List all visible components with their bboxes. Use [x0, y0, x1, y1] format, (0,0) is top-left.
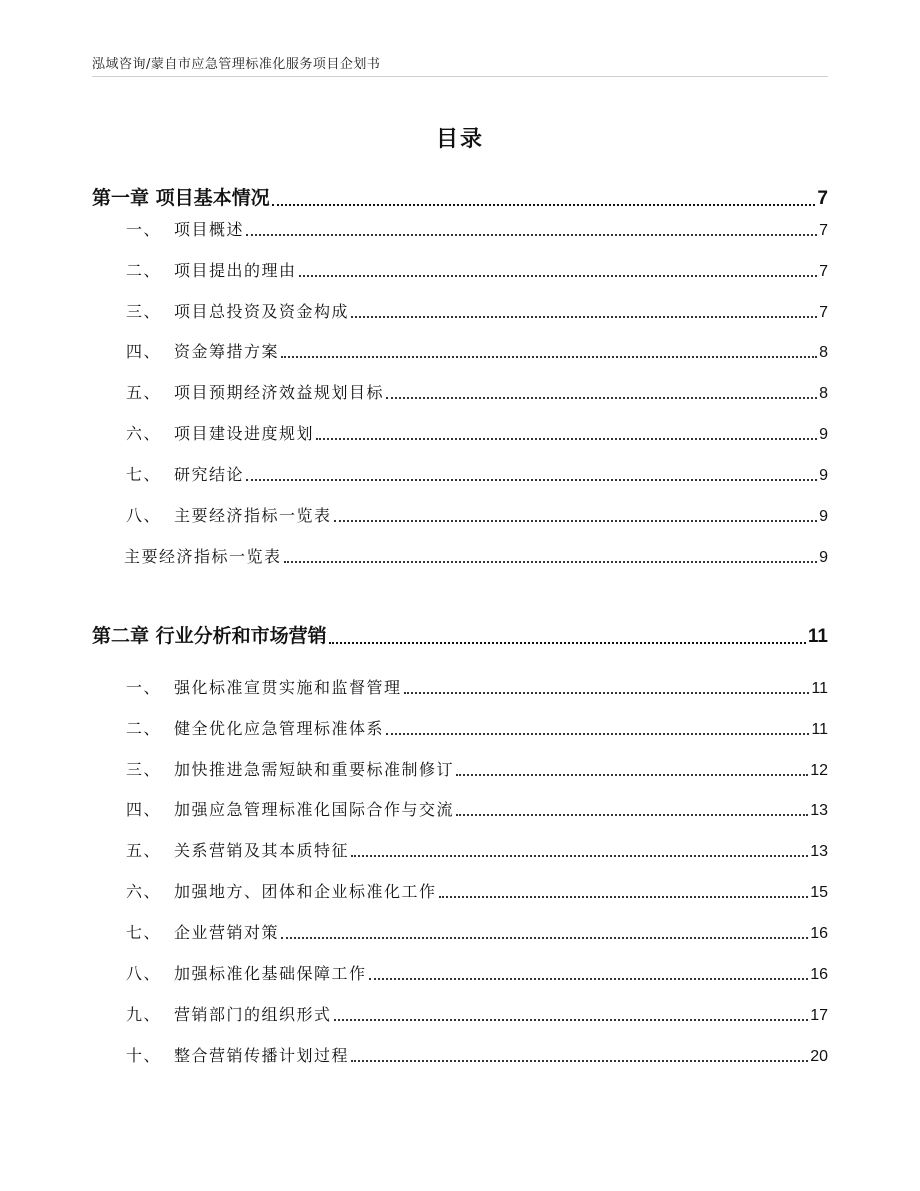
- toc-title: 目录: [435, 127, 484, 152]
- dot-leader: [386, 733, 809, 735]
- toc-section-entry[interactable]: [92, 379, 828, 403]
- toc-section-entry[interactable]: [92, 796, 828, 820]
- toc-entry-label: [92, 621, 327, 648]
- toc-section-entry[interactable]: [92, 715, 828, 739]
- toc-entry-text: 项目总投资及资金构成: [174, 302, 350, 321]
- toc-section-entry[interactable]: [92, 338, 828, 362]
- dot-leader: [246, 234, 817, 236]
- toc-entry-number: 八、: [126, 964, 162, 983]
- toc-page-number: 9: [819, 426, 828, 443]
- toc-section-entry[interactable]: [92, 960, 828, 984]
- toc-entry-text: 项目预期经济效益规划目标: [174, 383, 385, 402]
- dot-leader: [272, 204, 816, 206]
- toc-entry-number: 六、: [126, 424, 162, 443]
- dot-leader: [351, 855, 808, 857]
- toc-entry-label: [126, 675, 402, 698]
- toc-entry-text: 营销部门的组织形式: [174, 1005, 332, 1024]
- toc-entry-number: 五、: [126, 841, 162, 860]
- dot-leader: [351, 1060, 808, 1062]
- toc-entry-number: 二、: [126, 261, 162, 280]
- toc-section-entry[interactable]: [92, 756, 828, 780]
- dot-leader: [281, 937, 808, 939]
- toc-entry-label: [126, 797, 454, 820]
- toc-entry-number: 六、: [126, 882, 162, 901]
- dot-leader: [439, 896, 809, 898]
- toc-page-number: 9: [819, 549, 828, 566]
- toc-page-number: 8: [819, 385, 828, 402]
- toc-page-number: 20: [810, 1048, 828, 1065]
- toc-entry-label: [126, 503, 332, 526]
- toc-entry-number: 七、: [126, 465, 162, 484]
- toc-entry-text: 健全优化应急管理标准体系: [174, 719, 385, 738]
- toc-entry-number: 九、: [126, 1005, 162, 1024]
- toc-section-entry[interactable]: [92, 420, 828, 444]
- toc-section-entry[interactable]: [92, 1001, 828, 1025]
- toc-entry-number: 七、: [126, 923, 162, 942]
- toc-entry-label: [126, 258, 297, 281]
- toc-entry-label: [126, 757, 454, 780]
- dot-leader: [299, 275, 818, 277]
- toc-chapter-entry[interactable]: [92, 182, 828, 210]
- toc-entry-number: 四、: [126, 800, 162, 819]
- toc-page-number: 9: [819, 508, 828, 525]
- dot-leader: [316, 438, 817, 440]
- toc-entry-number: 三、: [126, 760, 162, 779]
- toc-entry-text: 加强标准化基础保障工作: [174, 964, 367, 983]
- toc-entry-text: 整合营销传播计划过程: [174, 1046, 350, 1065]
- toc-page-number: 11: [811, 721, 828, 738]
- toc-section-entry[interactable]: [92, 837, 828, 861]
- toc-page-number: 13: [810, 843, 828, 860]
- toc-entry-label: [126, 879, 437, 902]
- toc-page-number: 13: [810, 802, 828, 819]
- toc-entry-label: [126, 716, 384, 739]
- dot-leader: [284, 561, 818, 563]
- toc-entry-number: 三、: [126, 302, 162, 321]
- toc-entry-label: [126, 838, 349, 861]
- toc-entry-text: 企业营销对策: [174, 923, 280, 942]
- toc-page-number: 7: [819, 222, 828, 239]
- toc-page-number: 16: [810, 925, 828, 942]
- dot-leader: [369, 978, 809, 980]
- toc-section-entry[interactable]: [92, 919, 828, 943]
- dot-leader: [329, 642, 806, 644]
- toc-section-entry[interactable]: [92, 1042, 828, 1066]
- toc-entry-number: 十、: [126, 1046, 162, 1065]
- dot-leader: [351, 316, 817, 318]
- toc-entry-label: [126, 299, 349, 322]
- toc-entry-text: 研究结论: [174, 465, 245, 484]
- toc-entry-label: [126, 961, 367, 984]
- toc-section-entry[interactable]: [92, 543, 828, 567]
- toc-entry-text: 第一章 项目基本情况: [92, 187, 270, 209]
- toc-entry-label: [126, 1043, 349, 1066]
- dot-leader: [334, 1019, 809, 1021]
- toc-entry-label: [126, 462, 244, 485]
- toc-entry-text: 主要经济指标一览表: [124, 547, 282, 566]
- toc-page-number: 7: [819, 263, 828, 280]
- toc-entry-text: 项目建设进度规划: [174, 424, 315, 443]
- toc-entry-number: 二、: [126, 719, 162, 738]
- toc-entry-text: 项目概述: [174, 220, 245, 239]
- toc-entry-text: 加强地方、团体和企业标准化工作: [174, 882, 437, 901]
- toc-entry-text: 项目提出的理由: [174, 261, 297, 280]
- toc-entry-number: 一、: [126, 678, 162, 697]
- dot-leader: [246, 479, 817, 481]
- toc-entry-label: [126, 339, 279, 362]
- toc-page-number: 7: [819, 304, 828, 321]
- toc-section-entry[interactable]: [92, 257, 828, 281]
- toc-entry-label: [126, 920, 279, 943]
- running-header: 泓域咨询/蒙自市应急管理标准化服务项目企划书: [92, 57, 381, 72]
- dot-leader: [281, 356, 817, 358]
- toc-section-entry[interactable]: [92, 216, 828, 240]
- dot-leader: [404, 692, 810, 694]
- toc-entry-label: [126, 380, 384, 403]
- toc-entry-text: 资金筹措方案: [174, 342, 280, 361]
- toc-entry-text: 加快推进急需短缺和重要标准制修订: [174, 760, 455, 779]
- toc-chapter-entry[interactable]: [92, 620, 828, 648]
- dot-leader: [386, 397, 817, 399]
- toc-page-number: 11: [807, 626, 828, 647]
- toc-page-number: 17: [810, 1007, 828, 1024]
- toc-page-number: 11: [811, 680, 828, 697]
- toc-section-entry[interactable]: [92, 461, 828, 485]
- toc-entry-number: 四、: [126, 342, 162, 361]
- toc-entry-text: 强化标准宣贯实施和监督管理: [174, 678, 402, 697]
- toc-entry-label: [124, 544, 282, 567]
- toc-section-entry[interactable]: [92, 878, 828, 902]
- toc-page-number: 8: [819, 344, 828, 361]
- toc-entry-text: 加强应急管理标准化国际合作与交流: [174, 800, 455, 819]
- toc-entry-number: 一、: [126, 220, 162, 239]
- toc-page-number: 15: [810, 884, 828, 901]
- toc-page-number: 12: [810, 762, 828, 779]
- toc-page-number: 9: [819, 467, 828, 484]
- dot-leader: [456, 774, 808, 776]
- dot-leader: [334, 520, 818, 522]
- toc-entry-text: 关系营销及其本质特征: [174, 841, 350, 860]
- toc-entry-label: [126, 421, 314, 444]
- toc-entry-label: [126, 1002, 332, 1025]
- toc-page-number: 7: [817, 188, 828, 209]
- toc-entry-text: 主要经济指标一览表: [174, 506, 332, 525]
- toc-entry-number: 五、: [126, 383, 162, 402]
- toc-section-entry[interactable]: [92, 674, 828, 698]
- toc-entry-label: [92, 183, 270, 210]
- toc-section-entry[interactable]: [92, 298, 828, 322]
- toc-entry-number: 八、: [126, 506, 162, 525]
- toc-entry-text: 第二章 行业分析和市场营销: [92, 625, 327, 647]
- dot-leader: [456, 814, 808, 816]
- toc-page-number: 16: [810, 966, 828, 983]
- toc-entry-label: [126, 217, 244, 240]
- header-divider: [92, 76, 828, 77]
- toc-section-entry[interactable]: [92, 502, 828, 526]
